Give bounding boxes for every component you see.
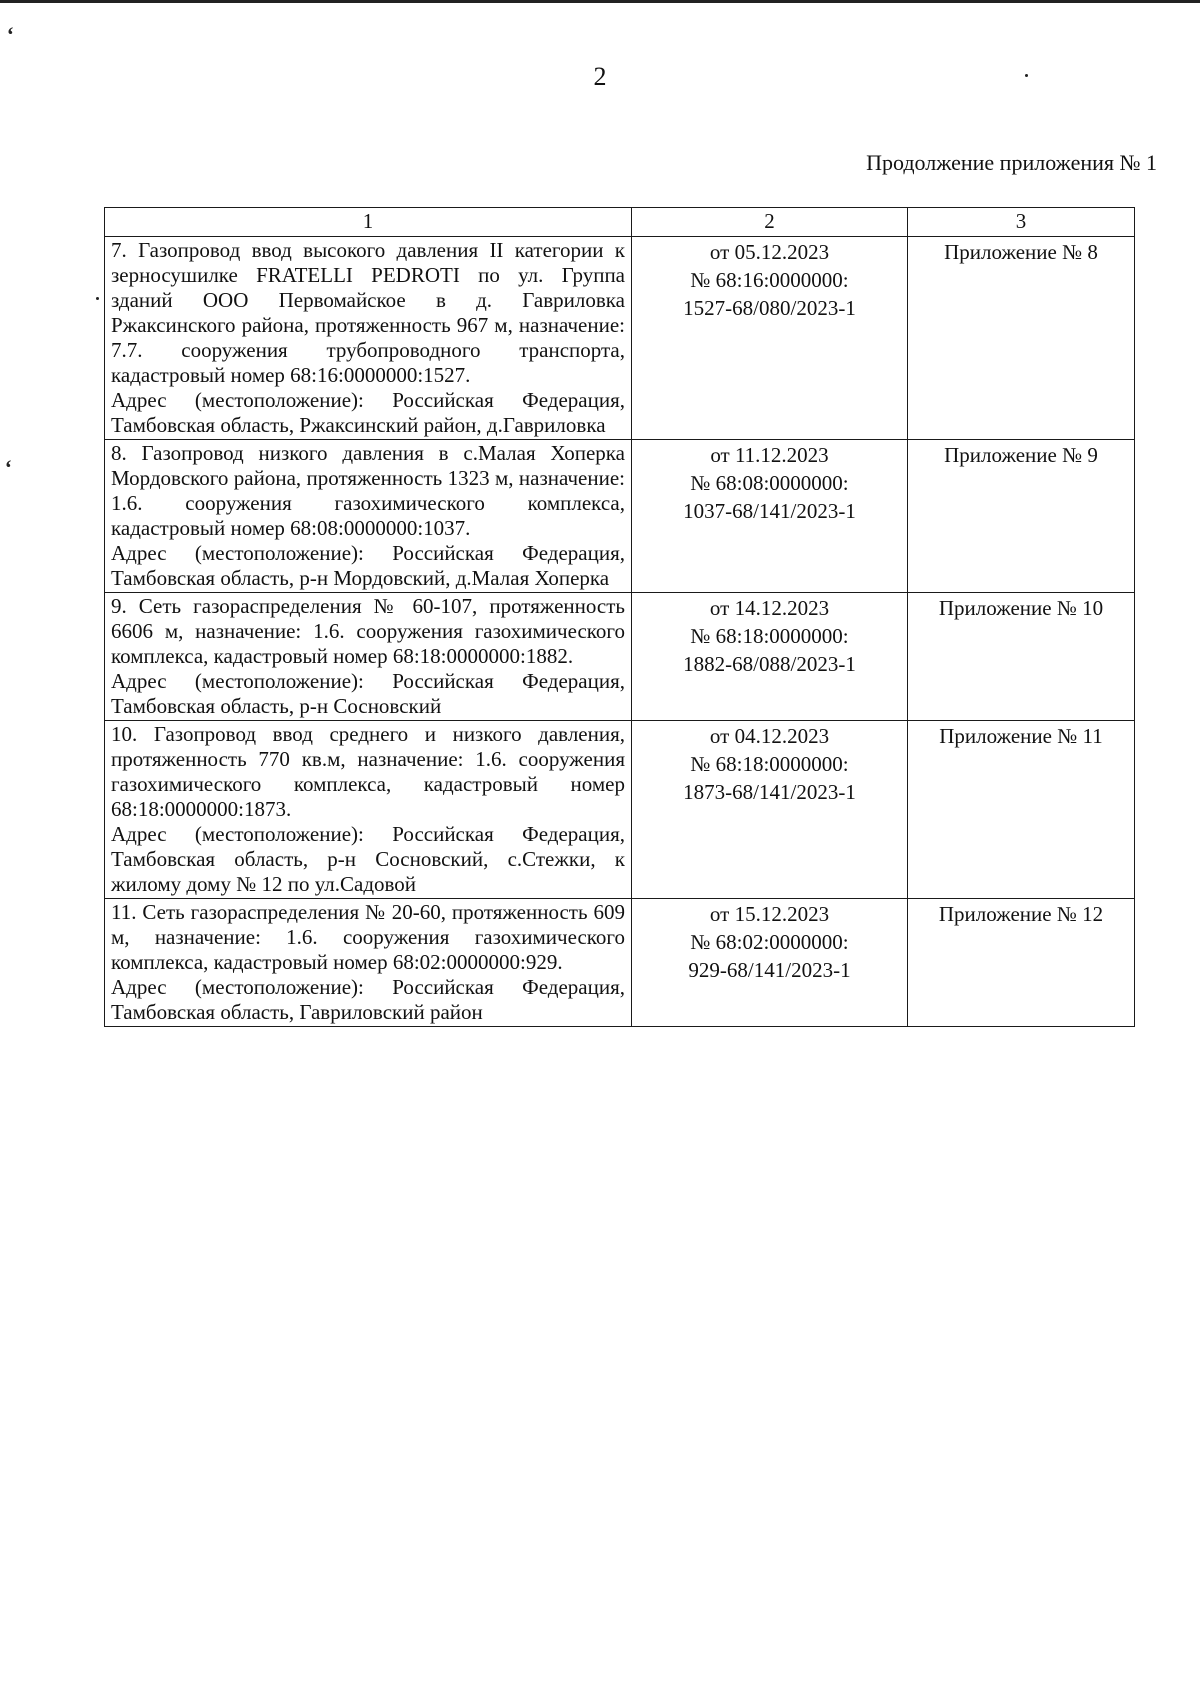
object-description: 8. Газопровод низкого давления в с.Малая Хоперка Мордовского района, протяженность 1323 м, назначение: 1.6. сооружения газохимического комплекса, кадастровый номер 68:08:0000000:1037.: [111, 441, 625, 540]
object-description: 11. Сеть газораспределения № 20-60, протяженность 609 м, назначение: 1.6. сооружения газохимического комплекса, кадастровый номер 68:02:0000000:929.: [111, 900, 625, 974]
column-header: 2: [632, 208, 908, 237]
registration-cell: [632, 593, 908, 721]
object-address: Адрес (местоположение): Российская Федерация, Тамбовская область, р-н Сосновский: [111, 669, 625, 718]
annex-cell: [908, 899, 1135, 1027]
column-header: 3: [908, 208, 1135, 237]
object-address: Адрес (местоположение): Российская Федерация, Тамбовская область, р-н Сосновский, с.Стежки, к жилому дому № 12 по ул.Садовой: [111, 822, 625, 896]
page-number: 2: [593, 62, 607, 91]
registration-cell: [632, 237, 908, 440]
object-description-cell: [105, 899, 632, 1027]
registration-cell: [632, 440, 908, 593]
object-address: Адрес (местоположение): Российская Федерация, Тамбовская область, р-н Мордовский, д.Малая Хоперка: [111, 541, 625, 590]
registration-number-suffix: 1527-68/080/2023-1: [683, 296, 856, 320]
registration-date: от 14.12.2023: [709, 596, 830, 620]
registration-number-suffix: 1873-68/141/2023-1: [683, 780, 856, 804]
annex-reference: Приложение № 12: [938, 902, 1104, 926]
continuation-label: Продолжение приложения № 1: [866, 150, 1157, 175]
registration-number-suffix: 929-68/141/2023-1: [688, 958, 851, 982]
annex-cell: [908, 593, 1135, 721]
table-row: [105, 237, 1135, 440]
annex-reference: Приложение № 8: [944, 240, 1098, 264]
scan-speck: [1025, 74, 1028, 77]
annex-reference: Приложение № 11: [939, 724, 1103, 748]
registration-cell: [632, 899, 908, 1027]
registry-table: [104, 207, 1135, 1027]
table-row: [105, 593, 1135, 721]
registration-number: № 68:16:0000000:: [690, 268, 849, 292]
registration-cell: [632, 721, 908, 899]
object-description: 9. Сеть газораспределения № 60-107, протяженность 6606 м, назначение: 1.6. сооружения газохимического комплекса, кадастровый номер 68:18:0000000:1882.: [111, 594, 625, 668]
registration-date: от 15.12.2023: [709, 902, 830, 926]
registration-number: № 68:02:0000000:: [690, 930, 849, 954]
registration-number: № 68:18:0000000:: [690, 624, 849, 648]
registration-number-suffix: 1882-68/088/2023-1: [683, 652, 856, 676]
annex-cell: [908, 440, 1135, 593]
registration-date: от 11.12.2023: [710, 443, 829, 467]
object-description-cell: [105, 721, 632, 899]
object-address: Адрес (местоположение): Российская Федерация, Тамбовская область, Ржаксинский район, д.Гавриловка: [111, 388, 625, 437]
object-address: Адрес (местоположение): Российская Федерация, Тамбовская область, Гавриловский район: [111, 975, 625, 1024]
object-description-cell: [105, 440, 632, 593]
table-row: [105, 721, 1135, 899]
annex-cell: [908, 721, 1135, 899]
annex-reference: Приложение № 9: [944, 443, 1098, 467]
registration-date: от 05.12.2023: [709, 240, 830, 264]
registration-number: № 68:18:0000000:: [690, 752, 849, 776]
registration-number: № 68:08:0000000:: [690, 471, 849, 495]
column-header: 1: [105, 208, 632, 237]
annex-reference: Приложение № 10: [938, 596, 1104, 620]
registration-number-suffix: 1037-68/141/2023-1: [683, 499, 856, 523]
scan-speck: [96, 297, 99, 300]
table-row: [105, 899, 1135, 1027]
registration-date: от 04.12.2023: [709, 724, 830, 748]
scan-speck: ʻ: [6, 22, 14, 47]
object-description-cell: [105, 593, 632, 721]
object-description: 7. Газопровод ввод высокого давления II категории к зерносушилке FRATELLI PEDROTI по ул. Группа зданий ООО Первомайское в д. Гавриловка Ржаксинского района, протяженность 967 м, назначение: 7.7. сооружения трубопроводного транспорта, кадастровый номер 68:16:0000000:1527.: [111, 238, 625, 387]
object-description-cell: [105, 237, 632, 440]
scan-speck: ʻ: [4, 455, 12, 480]
table-row: [105, 440, 1135, 593]
object-description: 10. Газопровод ввод среднего и низкого давления, протяженность 770 кв.м, назначение: 1.6. сооружения газохимического комплекса, кадастровый номер 68:18:0000000:1873.: [111, 722, 625, 821]
table-header-row: [105, 208, 1135, 237]
annex-cell: [908, 237, 1135, 440]
scan-top-edge: [0, 0, 1200, 3]
